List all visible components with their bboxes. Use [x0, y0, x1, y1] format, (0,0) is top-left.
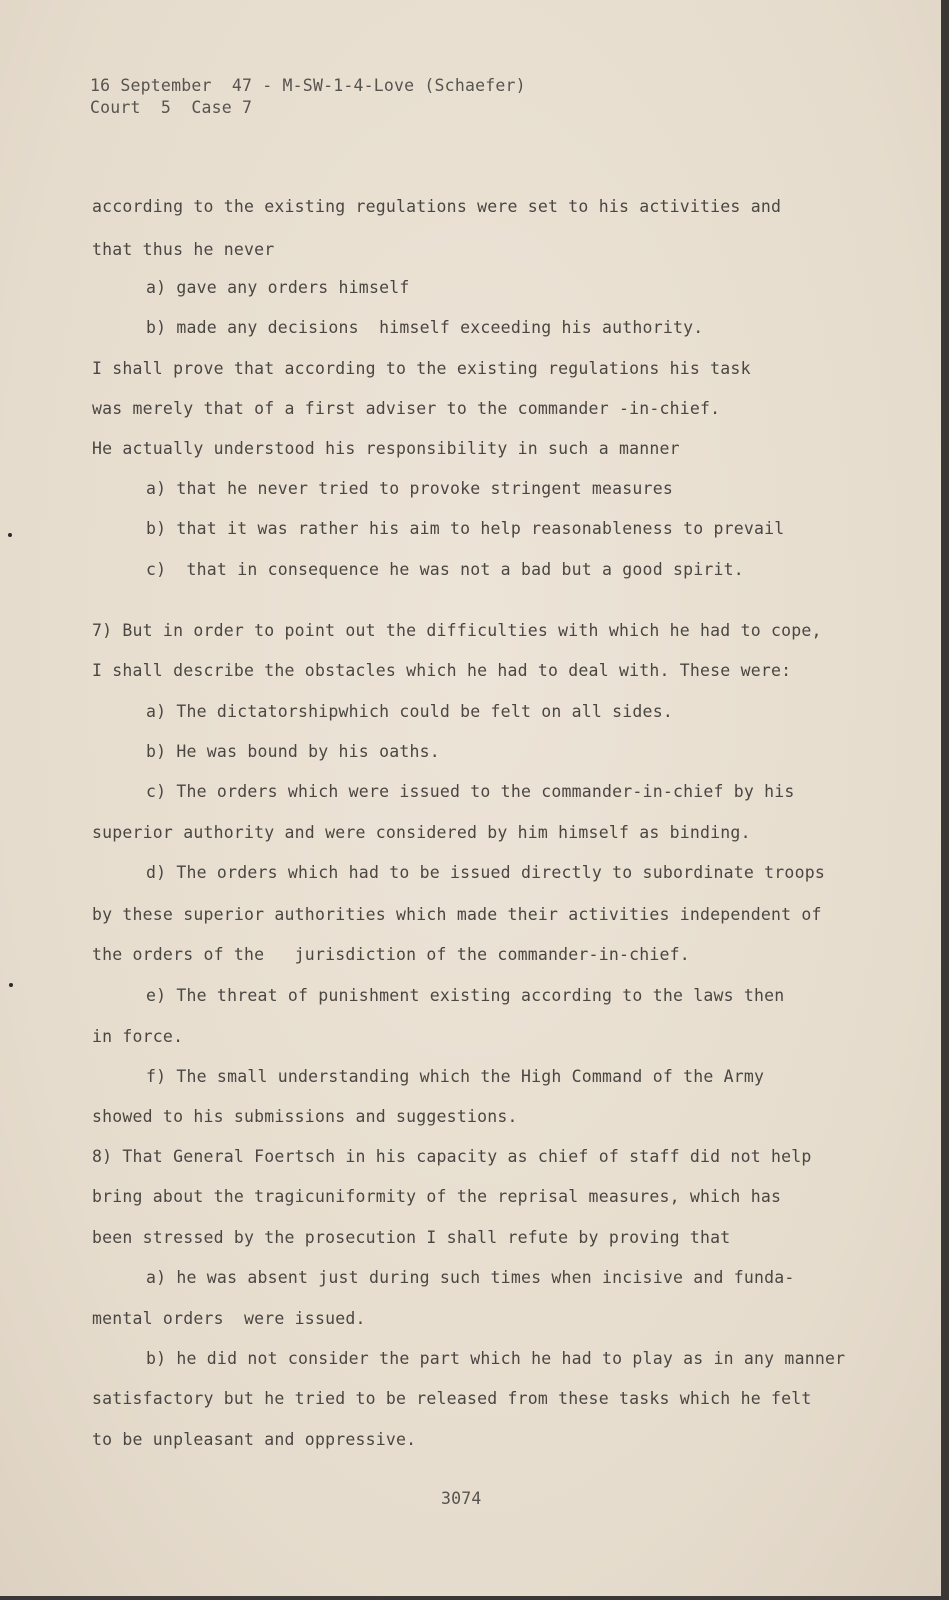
body-line: d) The orders which had to be issued directly to subordinate troops [146, 863, 825, 882]
body-line: b) made any decisions himself exceeding his authority. [146, 318, 704, 337]
binding-hole-mark [9, 983, 13, 987]
body-line: He actually understood his responsibility in such a manner [92, 439, 680, 458]
body-line: been stressed by the prosecution I shall refute by proving that [92, 1228, 731, 1247]
header-line-2: Court 5 Case 7 [90, 98, 253, 117]
body-line: the orders of the jurisdiction of the commander-in-chief. [92, 945, 690, 964]
body-line: e) The threat of punishment existing according to the laws then [146, 986, 785, 1005]
body-line: 7) But in order to point out the difficulties with which he had to cope, [92, 621, 822, 640]
body-line: 8) That General Foertsch in his capacity as chief of staff did not help [92, 1147, 812, 1166]
body-line: a) gave any orders himself [146, 278, 410, 297]
header-line-1: 16 September 47 - M-SW-1-4-Love (Schaefer) [90, 76, 526, 95]
binding-hole-mark [8, 533, 12, 537]
body-line: c) The orders which were issued to the commander-in-chief by his [146, 782, 795, 801]
body-line: in force. [92, 1027, 184, 1046]
body-line: showed to his submissions and suggestions. [92, 1107, 518, 1126]
body-line: b) that it was rather his aim to help reasonableness to prevail [146, 519, 785, 538]
body-line: f) The small understanding which the High Command of the Army [146, 1067, 765, 1086]
body-line: that thus he never [92, 240, 275, 259]
body-line: a) he was absent just during such times when incisive and funda- [146, 1268, 795, 1287]
body-line: b) he did not consider the part which he had to play as in any manner [146, 1349, 846, 1368]
body-line: a) that he never tried to provoke stringent measures [146, 479, 673, 498]
body-line: to be unpleasant and oppressive. [92, 1430, 417, 1449]
body-line: mental orders were issued. [92, 1309, 366, 1328]
page-number: 3074 [441, 1489, 482, 1508]
body-line: bring about the tragicuniformity of the reprisal measures, which has [92, 1187, 782, 1206]
body-line: superior authority and were considered by him himself as binding. [92, 823, 751, 842]
body-line: was merely that of a first adviser to the commander -in-chief. [92, 399, 721, 418]
body-line: satisfactory but he tried to be released from these tasks which he felt [92, 1389, 812, 1408]
body-line: I shall describe the obstacles which he had to deal with. These were: [92, 661, 792, 680]
body-line: c) that in consequence he was not a bad but a good spirit. [146, 560, 744, 579]
body-line: b) He was bound by his oaths. [146, 742, 440, 761]
body-line: by these superior authorities which made their activities independent of [92, 905, 822, 924]
body-line: a) The dictatorshipwhich could be felt on all sides. [146, 702, 673, 721]
body-line: I shall prove that according to the existing regulations his task [92, 359, 751, 378]
body-line: according to the existing regulations were set to his activities and [92, 197, 782, 216]
